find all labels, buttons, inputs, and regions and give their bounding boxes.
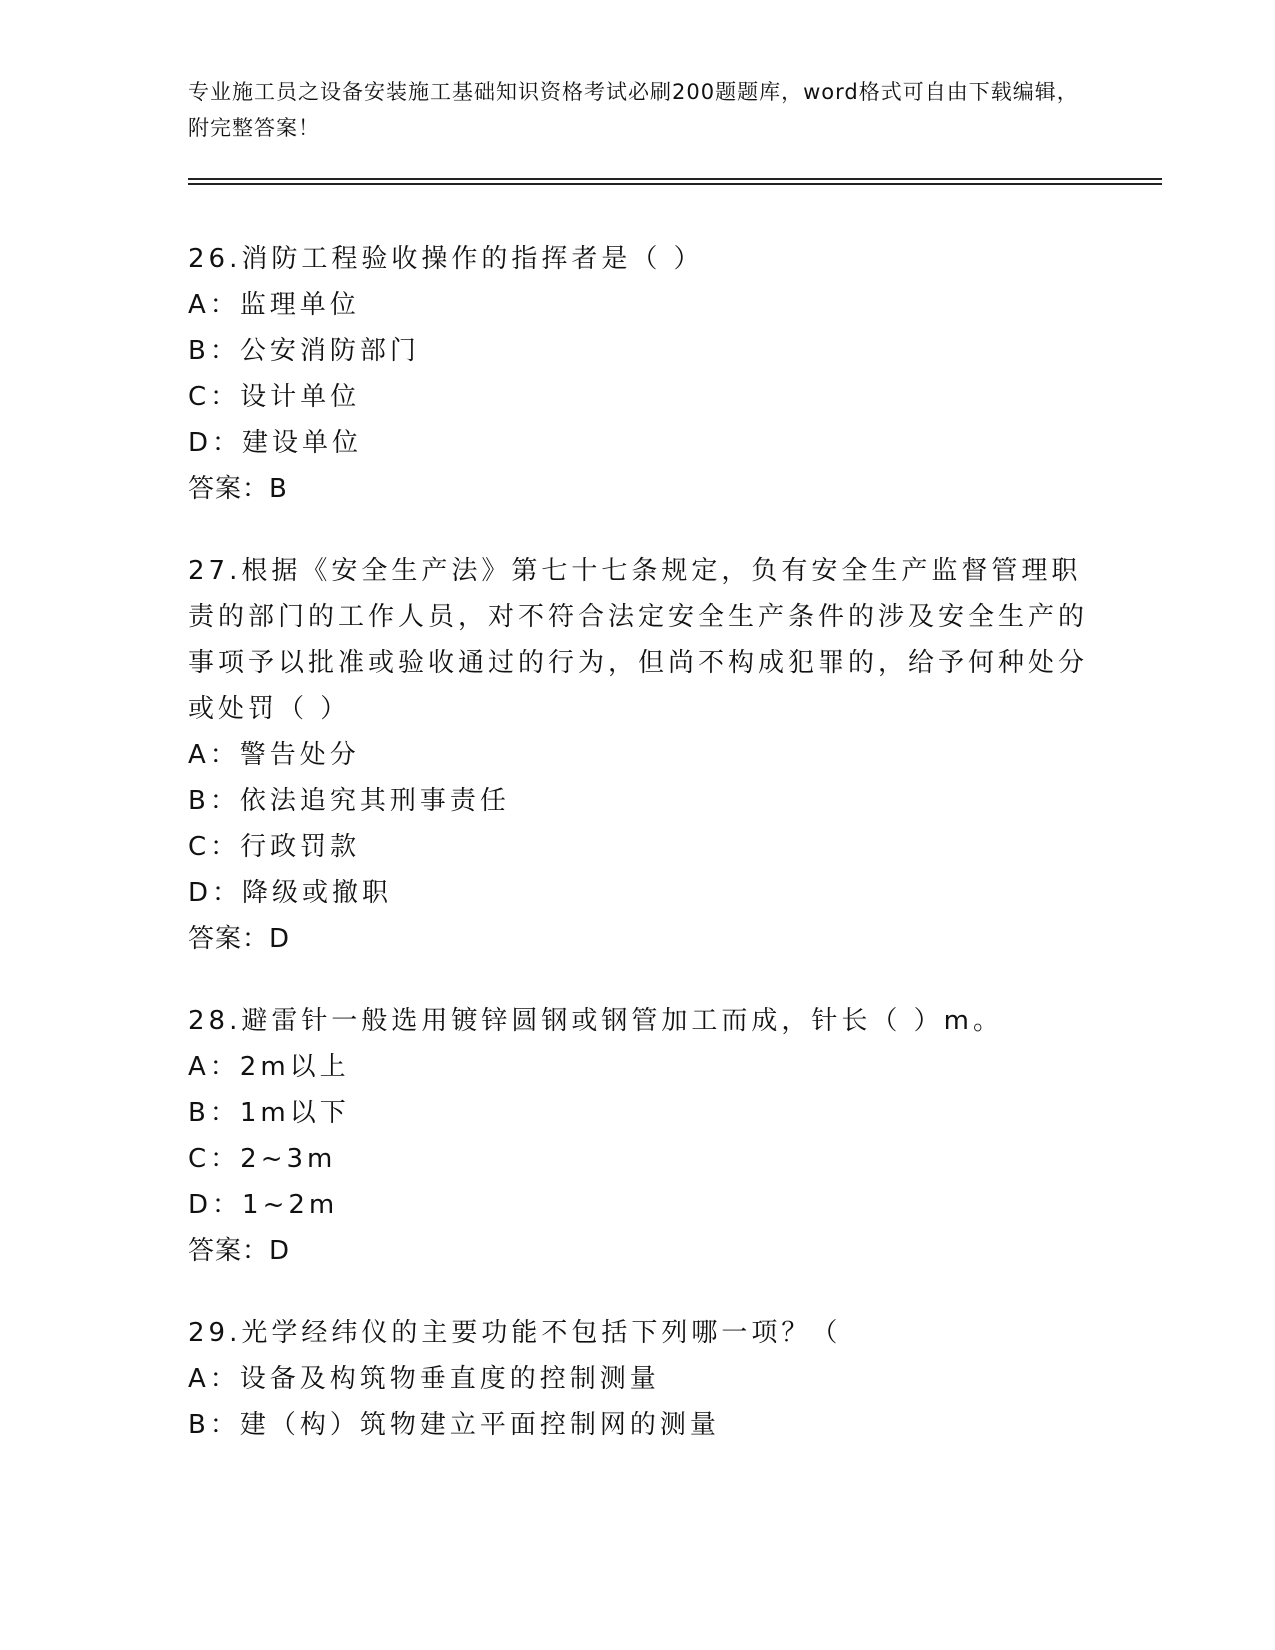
option-b: B：依法追究其刑事责任 (188, 786, 510, 816)
answer-line: 答案：D (188, 1236, 291, 1266)
option-d: D：降级或撤职 (188, 878, 393, 908)
question-29 (188, 1310, 1088, 1448)
question-28 (188, 998, 1088, 1274)
option-a: A：设备及构筑物垂直度的控制测量 (188, 1364, 660, 1394)
question-stem: 27.根据《安全生产法》第七十七条规定，负有安全生产监督管理职责的部门的工作人员，对不符合法定安全生产条件的涉及安全生产的事项予以批准或验收通过的行为，但尚不构成犯罪的，给予何种处分或处罚（ ） (188, 556, 1089, 724)
option-b: B：公安消防部门 (188, 336, 420, 366)
question-27 (188, 548, 1088, 962)
header-divider-bottom (188, 183, 1162, 185)
question-stem: 29.光学经纬仪的主要功能不包括下列哪一项？（ (188, 1318, 842, 1348)
option-a: A：2m以上 (188, 1052, 350, 1082)
option-b: B：建（构）筑物建立平面控制网的测量 (188, 1410, 720, 1440)
header-divider-top (188, 178, 1162, 180)
option-a: A：警告处分 (188, 740, 360, 770)
question-26 (188, 236, 1088, 512)
question-list (188, 236, 1088, 1484)
option-b: B：1m以下 (188, 1098, 350, 1128)
document-header: 专业施工员之设备安装施工基础知识资格考试必刷200题题库，word格式可自由下载编辑，附完整答案！ (188, 80, 1079, 140)
option-c: C：行政罚款 (188, 832, 361, 862)
option-d: D：1~2m (188, 1190, 339, 1220)
option-c: C：2~3m (188, 1144, 337, 1174)
answer-line: 答案：B (188, 474, 288, 504)
option-d: D：建设单位 (188, 428, 363, 458)
option-c: C：设计单位 (188, 382, 361, 412)
question-stem: 26.消防工程验收操作的指挥者是（ ） (188, 244, 704, 274)
answer-line: 答案：D (188, 924, 291, 954)
option-a: A：监理单位 (188, 290, 360, 320)
question-stem: 28.避雷针一般选用镀锌圆钢或钢管加工而成，针长（ ）m。 (188, 1006, 1003, 1036)
